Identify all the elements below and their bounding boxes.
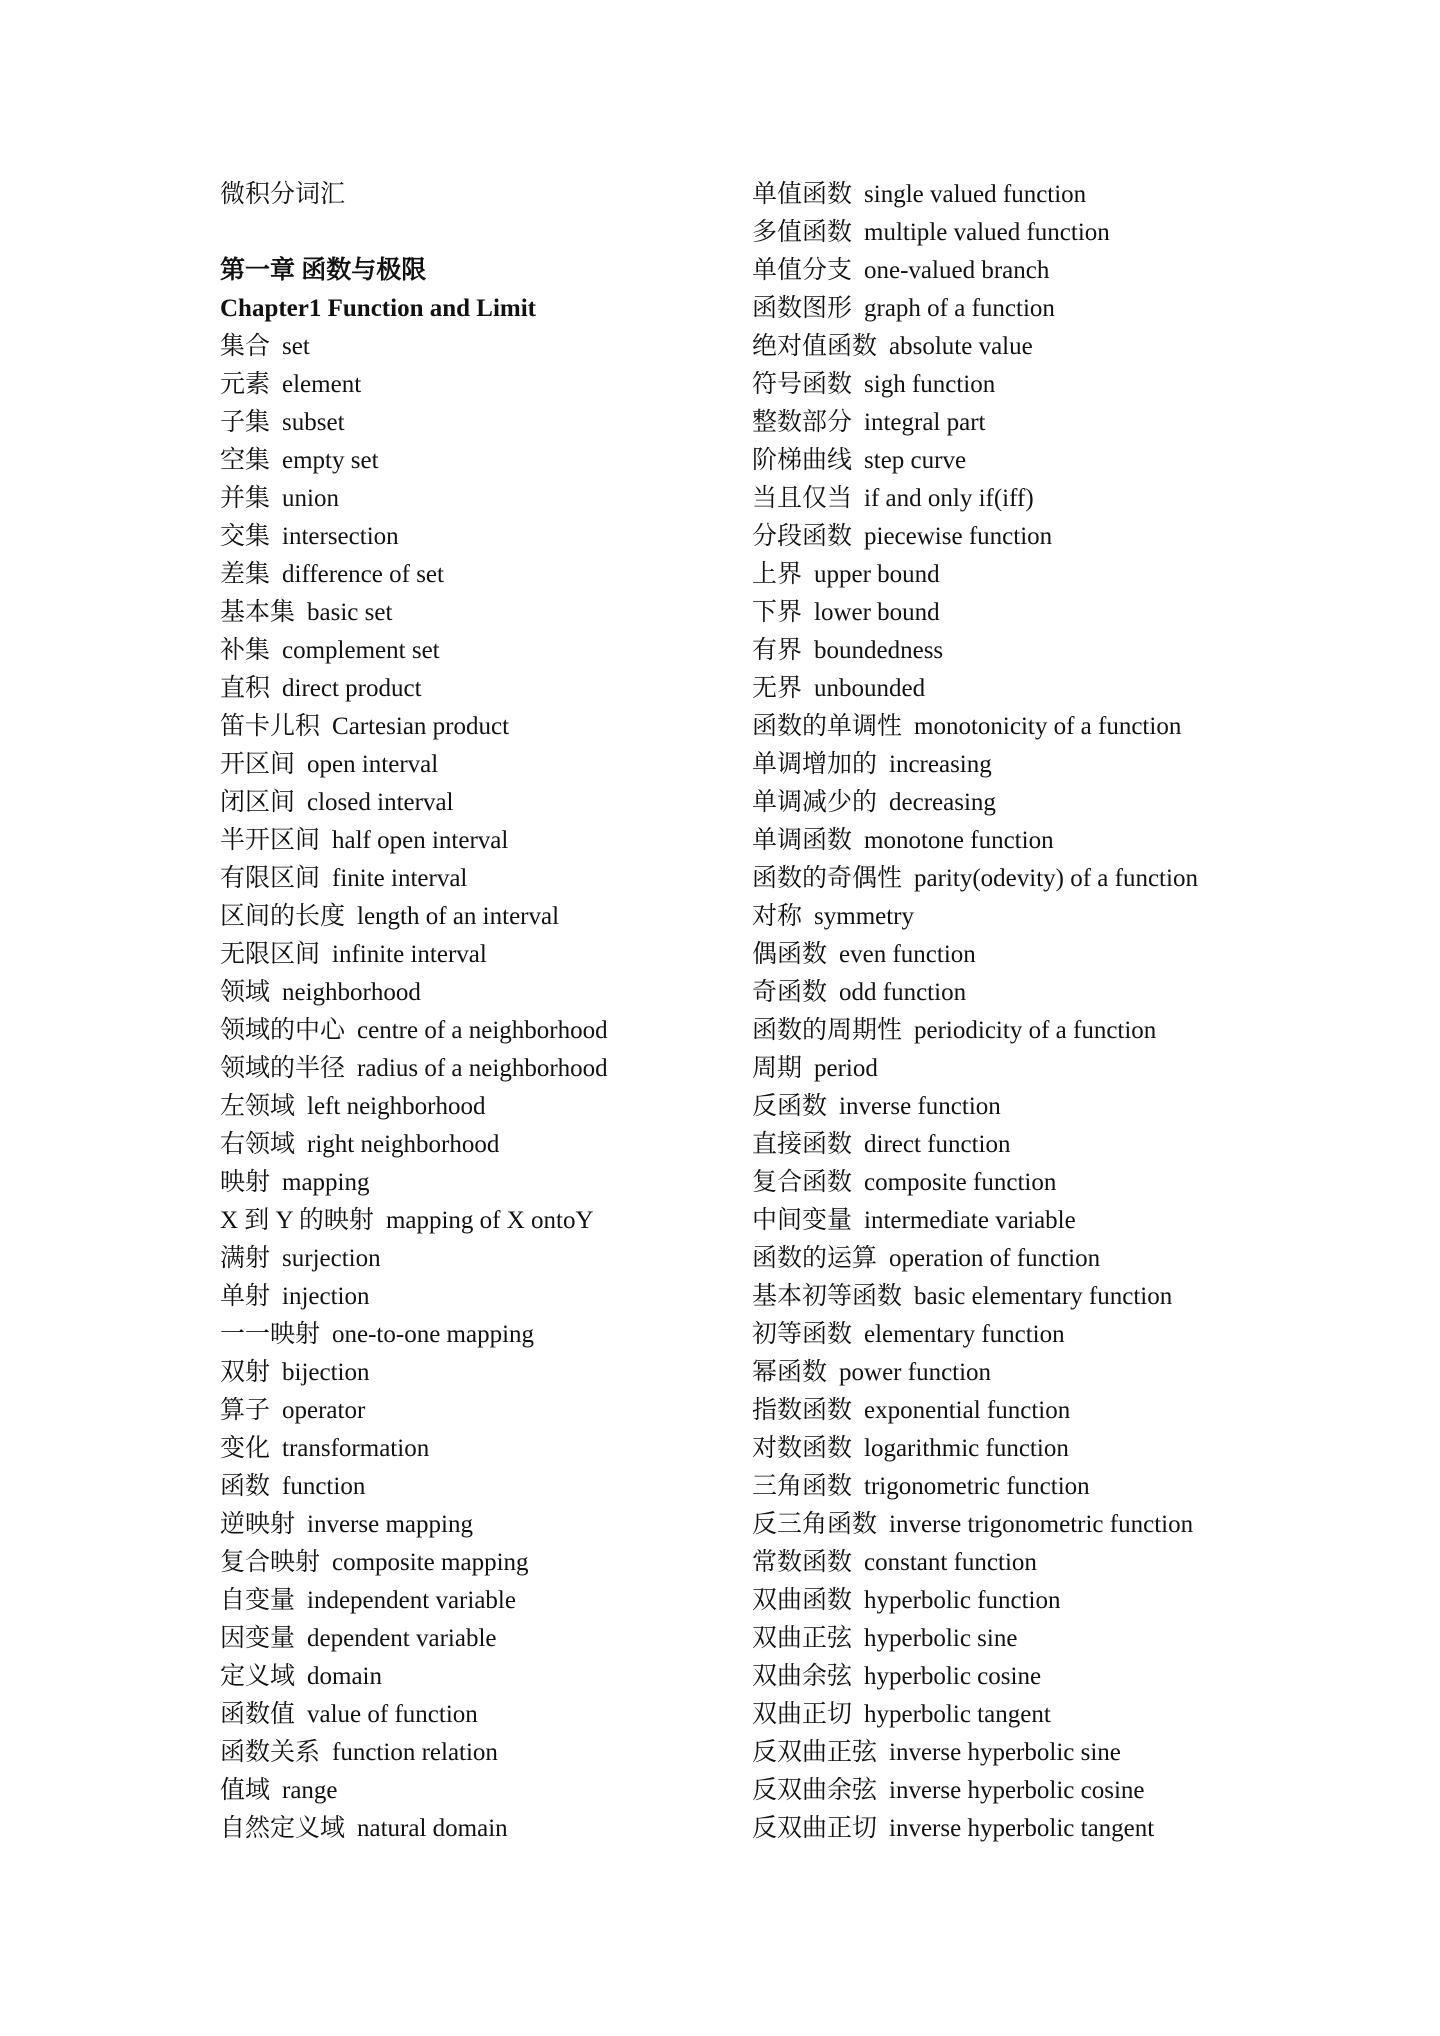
glossary-entry	[220, 1582, 740, 1620]
term-chinese: 半开区间	[220, 827, 321, 854]
term-chinese: 双曲正弦	[752, 1625, 853, 1652]
term-english: closed interval	[307, 789, 454, 816]
term-chinese: 笛卡儿积	[220, 713, 321, 740]
term-english: mapping of X ontoY	[385, 1207, 594, 1234]
term-chinese: 反双曲正切	[752, 1815, 878, 1842]
term-chinese: 双曲余弦	[752, 1663, 853, 1690]
term-english: power function	[839, 1359, 992, 1386]
left-term-list	[220, 328, 740, 1848]
term-english: monotonicity of a function	[914, 713, 1182, 740]
term-english: monotone function	[864, 827, 1054, 854]
glossary-entry	[220, 480, 740, 518]
term-chinese: 定义域	[220, 1663, 296, 1690]
term-english: one-valued branch	[864, 257, 1050, 284]
term-chinese: 多值函数	[752, 219, 853, 246]
glossary-entry	[752, 1620, 1312, 1658]
term-english: exponential function	[864, 1397, 1071, 1424]
glossary-entry	[220, 670, 740, 708]
term-english: hyperbolic sine	[864, 1625, 1018, 1652]
term-english: inverse function	[839, 1093, 1001, 1120]
term-chinese: 一一映射	[220, 1321, 321, 1348]
term-chinese: 单值函数	[752, 181, 853, 208]
term-chinese: 领域	[220, 979, 271, 1006]
term-english: symmetry	[814, 903, 915, 930]
glossary-entry	[220, 1658, 740, 1696]
glossary-entry	[752, 328, 1312, 366]
glossary-entry	[752, 214, 1312, 252]
term-english: direct product	[282, 675, 422, 702]
glossary-entry	[220, 898, 740, 936]
term-chinese: 三角函数	[752, 1473, 853, 1500]
term-english: range	[282, 1777, 338, 1804]
glossary-entry	[220, 442, 740, 480]
term-english: constant function	[864, 1549, 1037, 1576]
term-english: complement set	[282, 637, 440, 664]
term-english: injection	[282, 1283, 370, 1310]
glossary-entry	[752, 936, 1312, 974]
term-english: inverse trigonometric function	[889, 1511, 1194, 1538]
term-chinese: 函数的运算	[752, 1245, 878, 1272]
term-english: graph of a function	[864, 295, 1055, 322]
glossary-entry	[220, 1164, 740, 1202]
term-chinese: 单射	[220, 1283, 271, 1310]
glossary-entry	[220, 1278, 740, 1316]
term-chinese: 无限区间	[220, 941, 321, 968]
term-chinese: 整数部分	[752, 409, 853, 436]
glossary-entry	[752, 1240, 1312, 1278]
term-english: boundedness	[814, 637, 944, 664]
term-english: composite mapping	[332, 1549, 529, 1576]
glossary-entry	[752, 1202, 1312, 1240]
glossary-entry	[220, 556, 740, 594]
term-chinese: 差集	[220, 561, 271, 588]
term-chinese: 幂函数	[752, 1359, 828, 1386]
term-english: empty set	[282, 447, 379, 474]
term-chinese: 区间的长度	[220, 903, 346, 930]
term-chinese: 函数值	[220, 1701, 296, 1728]
term-chinese: 直积	[220, 675, 271, 702]
glossary-entry	[752, 290, 1312, 328]
glossary-entry	[220, 1506, 740, 1544]
glossary-entry	[220, 1088, 740, 1126]
term-english: parity(odevity) of a function	[914, 865, 1198, 892]
term-english: element	[282, 371, 362, 398]
term-english: surjection	[282, 1245, 381, 1272]
left-column	[220, 176, 740, 1848]
term-chinese: 奇函数	[752, 979, 828, 1006]
glossary-entry	[752, 974, 1312, 1012]
glossary-entry	[220, 822, 740, 860]
term-english: set	[282, 333, 310, 360]
glossary-entry	[220, 1772, 740, 1810]
term-chinese: 闭区间	[220, 789, 296, 816]
glossary-entry	[752, 1126, 1312, 1164]
term-english: inverse hyperbolic sine	[889, 1739, 1121, 1766]
term-chinese: 自然定义域	[220, 1815, 346, 1842]
glossary-entry	[220, 328, 740, 366]
glossary-entry	[752, 1810, 1312, 1848]
term-english: union	[282, 485, 339, 512]
glossary-entry	[752, 1164, 1312, 1202]
term-chinese: 单调增加的	[752, 751, 878, 778]
term-english: finite interval	[332, 865, 468, 892]
term-chinese: 指数函数	[752, 1397, 853, 1424]
term-english: bijection	[282, 1359, 370, 1386]
term-english: inverse mapping	[307, 1511, 473, 1538]
glossary-entry	[220, 1810, 740, 1848]
chapter-title-en: Chapter1 Function and Limit	[220, 295, 537, 322]
term-chinese: 函数关系	[220, 1739, 321, 1766]
glossary-entry	[752, 746, 1312, 784]
glossary-entry	[220, 860, 740, 898]
term-chinese: 函数图形	[752, 295, 853, 322]
term-chinese: 集合	[220, 333, 271, 360]
term-english: multiple valued function	[864, 219, 1110, 246]
glossary-entry	[220, 1354, 740, 1392]
term-english: hyperbolic cosine	[864, 1663, 1042, 1690]
glossary-entry	[752, 860, 1312, 898]
term-english: open interval	[307, 751, 439, 778]
glossary-entry	[220, 632, 740, 670]
glossary-entry	[752, 632, 1312, 670]
glossary-entry	[752, 518, 1312, 556]
term-chinese: 函数的周期性	[752, 1017, 903, 1044]
term-english: half open interval	[332, 827, 509, 854]
glossary-entry	[752, 1354, 1312, 1392]
glossary-entry	[752, 1506, 1312, 1544]
term-english: decreasing	[889, 789, 996, 816]
term-chinese: 双曲正切	[752, 1701, 853, 1728]
glossary-entry	[752, 1050, 1312, 1088]
term-english: centre of a neighborhood	[357, 1017, 608, 1044]
glossary-entry	[752, 556, 1312, 594]
term-english: direct function	[864, 1131, 1011, 1158]
term-chinese: 单值分支	[752, 257, 853, 284]
term-chinese: 空集	[220, 447, 271, 474]
term-english: radius of a neighborhood	[357, 1055, 608, 1082]
term-english: period	[814, 1055, 878, 1082]
glossary-entry	[752, 898, 1312, 936]
glossary-entry	[752, 1696, 1312, 1734]
glossary-entry	[220, 1696, 740, 1734]
term-chinese: 自变量	[220, 1587, 296, 1614]
term-english: one-to-one mapping	[332, 1321, 535, 1348]
glossary-entry	[220, 746, 740, 784]
term-english: inverse hyperbolic tangent	[889, 1815, 1155, 1842]
glossary-entry	[752, 1658, 1312, 1696]
glossary-entry	[220, 974, 740, 1012]
term-chinese: 双曲函数	[752, 1587, 853, 1614]
term-chinese: X 到 Y 的映射	[220, 1207, 374, 1234]
glossary-entry	[220, 404, 740, 442]
glossary-entry	[752, 1316, 1312, 1354]
term-english: lower bound	[814, 599, 940, 626]
glossary-entry	[752, 1772, 1312, 1810]
term-english: elementary function	[864, 1321, 1065, 1348]
term-chinese: 函数的单调性	[752, 713, 903, 740]
term-english: piecewise function	[864, 523, 1053, 550]
term-english: transformation	[282, 1435, 430, 1462]
term-english: intermediate variable	[864, 1207, 1076, 1234]
term-chinese: 开区间	[220, 751, 296, 778]
glossary-entry	[752, 594, 1312, 632]
glossary-entry	[752, 1544, 1312, 1582]
term-english: single valued function	[864, 181, 1087, 208]
term-english: function	[282, 1473, 366, 1500]
glossary-entry	[220, 594, 740, 632]
term-english: increasing	[889, 751, 992, 778]
term-english: mapping	[282, 1169, 370, 1196]
glossary-entry	[220, 708, 740, 746]
glossary-entry	[220, 1126, 740, 1164]
term-english: length of an interval	[357, 903, 560, 930]
term-english: operation of function	[889, 1245, 1101, 1272]
glossary-entry	[220, 518, 740, 556]
term-chinese: 并集	[220, 485, 271, 512]
term-chinese: 元素	[220, 371, 271, 398]
blank-line	[220, 214, 740, 252]
term-english: sigh function	[864, 371, 996, 398]
term-chinese: 逆映射	[220, 1511, 296, 1538]
term-chinese: 绝对值函数	[752, 333, 878, 360]
term-english: natural domain	[357, 1815, 508, 1842]
term-chinese: 反双曲正弦	[752, 1739, 878, 1766]
glossary-entry	[220, 1734, 740, 1772]
term-english: domain	[307, 1663, 383, 1690]
term-english: basic elementary function	[914, 1283, 1173, 1310]
term-english: right neighborhood	[307, 1131, 500, 1158]
term-english: hyperbolic tangent	[864, 1701, 1051, 1728]
term-chinese: 对数函数	[752, 1435, 853, 1462]
glossary-entry	[220, 784, 740, 822]
term-english: left neighborhood	[307, 1093, 486, 1120]
term-chinese: 阶梯曲线	[752, 447, 853, 474]
term-chinese: 周期	[752, 1055, 803, 1082]
term-chinese: 中间变量	[752, 1207, 853, 1234]
glossary-entry	[220, 936, 740, 974]
term-chinese: 上界	[752, 561, 803, 588]
glossary-entry	[752, 1468, 1312, 1506]
term-english: even function	[839, 941, 976, 968]
term-chinese: 因变量	[220, 1625, 296, 1652]
term-chinese: 函数的奇偶性	[752, 865, 903, 892]
glossary-entry	[220, 1544, 740, 1582]
term-chinese: 双射	[220, 1359, 271, 1386]
glossary-entry	[220, 1316, 740, 1354]
term-chinese: 满射	[220, 1245, 271, 1272]
term-english: independent variable	[307, 1587, 516, 1614]
glossary-entry	[220, 1392, 740, 1430]
glossary-entry	[752, 252, 1312, 290]
glossary-entry	[752, 1012, 1312, 1050]
term-chinese: 交集	[220, 523, 271, 550]
term-chinese: 当且仅当	[752, 485, 853, 512]
glossary-entry	[220, 1468, 740, 1506]
document-title: 微积分词汇	[220, 181, 346, 208]
term-chinese: 子集	[220, 409, 271, 436]
glossary-entry	[752, 1278, 1312, 1316]
term-chinese: 函数	[220, 1473, 271, 1500]
glossary-entry	[752, 480, 1312, 518]
right-term-list	[752, 176, 1312, 1848]
glossary-entry	[752, 404, 1312, 442]
term-chinese: 常数函数	[752, 1549, 853, 1576]
term-english: periodicity of a function	[914, 1017, 1157, 1044]
glossary-entry	[752, 1392, 1312, 1430]
term-chinese: 右领域	[220, 1131, 296, 1158]
term-chinese: 无界	[752, 675, 803, 702]
term-english: integral part	[864, 409, 986, 436]
term-english: upper bound	[814, 561, 940, 588]
term-chinese: 有界	[752, 637, 803, 664]
term-chinese: 偶函数	[752, 941, 828, 968]
chapter-title-cn: 第一章 函数与极限	[220, 257, 427, 284]
term-chinese: 左领域	[220, 1093, 296, 1120]
term-english: if and only if(iff)	[864, 485, 1034, 512]
term-chinese: 分段函数	[752, 523, 853, 550]
term-english: absolute value	[889, 333, 1033, 360]
term-english: subset	[282, 409, 345, 436]
term-chinese: 对称	[752, 903, 803, 930]
term-english: step curve	[864, 447, 967, 474]
term-chinese: 映射	[220, 1169, 271, 1196]
glossary-entry	[220, 1240, 740, 1278]
term-chinese: 反三角函数	[752, 1511, 878, 1538]
term-chinese: 反双曲余弦	[752, 1777, 878, 1804]
glossary-entry	[752, 708, 1312, 746]
term-english: neighborhood	[282, 979, 421, 1006]
term-chinese: 有限区间	[220, 865, 321, 892]
term-chinese: 变化	[220, 1435, 271, 1462]
term-english: difference of set	[282, 561, 444, 588]
term-english: intersection	[282, 523, 399, 550]
glossary-entry	[752, 822, 1312, 860]
term-chinese: 复合函数	[752, 1169, 853, 1196]
term-chinese: 领域的半径	[220, 1055, 346, 1082]
right-column	[752, 176, 1312, 1848]
glossary-entry	[752, 176, 1312, 214]
term-english: operator	[282, 1397, 366, 1424]
term-english: value of function	[307, 1701, 478, 1728]
term-english: inverse hyperbolic cosine	[889, 1777, 1145, 1804]
term-chinese: 算子	[220, 1397, 271, 1424]
glossary-entry	[220, 1430, 740, 1468]
term-english: basic set	[307, 599, 393, 626]
term-english: composite function	[864, 1169, 1057, 1196]
term-chinese: 下界	[752, 599, 803, 626]
term-chinese: 基本初等函数	[752, 1283, 903, 1310]
glossary-entry	[220, 1202, 740, 1240]
term-chinese: 反函数	[752, 1093, 828, 1120]
glossary-entry	[220, 1012, 740, 1050]
term-english: logarithmic function	[864, 1435, 1069, 1462]
term-english: Cartesian product	[332, 713, 510, 740]
term-chinese: 单调减少的	[752, 789, 878, 816]
glossary-entry	[220, 366, 740, 404]
glossary-entry	[752, 442, 1312, 480]
glossary-entry	[752, 670, 1312, 708]
glossary-entry	[220, 1620, 740, 1658]
term-chinese: 领域的中心	[220, 1017, 346, 1044]
glossary-entry	[752, 366, 1312, 404]
term-chinese: 初等函数	[752, 1321, 853, 1348]
term-chinese: 补集	[220, 637, 271, 664]
glossary-entry	[752, 1430, 1312, 1468]
term-chinese: 基本集	[220, 599, 296, 626]
term-chinese: 直接函数	[752, 1131, 853, 1158]
glossary-entry	[752, 1582, 1312, 1620]
term-english: unbounded	[814, 675, 926, 702]
term-english: trigonometric function	[864, 1473, 1090, 1500]
term-english: hyperbolic function	[864, 1587, 1061, 1614]
term-english: function relation	[332, 1739, 498, 1766]
term-chinese: 单调函数	[752, 827, 853, 854]
term-chinese: 符号函数	[752, 371, 853, 398]
term-english: odd function	[839, 979, 967, 1006]
term-chinese: 复合映射	[220, 1549, 321, 1576]
glossary-entry	[220, 1050, 740, 1088]
term-english: dependent variable	[307, 1625, 497, 1652]
glossary-entry	[752, 1088, 1312, 1126]
glossary-entry	[752, 784, 1312, 822]
term-english: infinite interval	[332, 941, 487, 968]
term-chinese: 值域	[220, 1777, 271, 1804]
glossary-entry	[752, 1734, 1312, 1772]
